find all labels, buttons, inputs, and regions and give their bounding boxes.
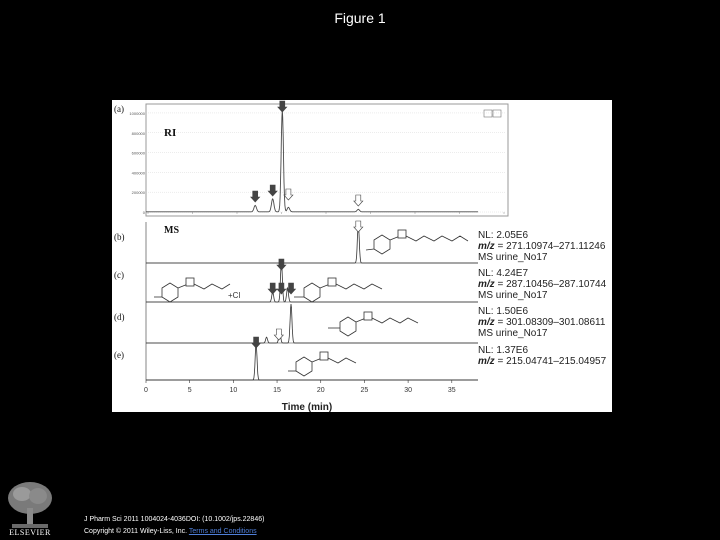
mz-range-value: = 301.08309–301.08611 bbox=[494, 317, 606, 328]
nl-value: NL: 1.50E6 bbox=[478, 306, 529, 317]
peak-arrow-icon bbox=[354, 221, 363, 232]
ri-y-tick-label: 0 bbox=[142, 210, 145, 215]
terms-link[interactable]: Terms and Conditions bbox=[188, 528, 257, 535]
nl-value: NL: 2.05E6 bbox=[478, 230, 529, 241]
ri-panel-frame bbox=[146, 104, 508, 216]
structure-e bbox=[288, 352, 356, 376]
window-control-icon bbox=[484, 110, 492, 117]
ri-y-tick-label: 800000 bbox=[131, 130, 145, 136]
window-control-icon bbox=[493, 110, 501, 117]
ri-y-tick-label: 200000 bbox=[131, 190, 145, 196]
copyright: Copyright © 2011 Wiley-Liss, Inc. bbox=[84, 528, 189, 535]
mz-range bbox=[478, 356, 607, 367]
x-tick-label: 35 bbox=[447, 387, 456, 394]
chromatogram-figure bbox=[112, 100, 612, 412]
footer bbox=[84, 514, 264, 538]
x-axis-label: Time (min) bbox=[281, 402, 333, 412]
mz-range bbox=[478, 279, 607, 290]
mz-range bbox=[478, 317, 606, 328]
x-tick-label: 0 bbox=[144, 387, 148, 394]
citation: J Pharm Sci 2011 1004024-4036DOI: (10.1002/jps.22846) bbox=[84, 516, 265, 523]
x-tick-label: 10 bbox=[229, 387, 238, 394]
peak-arrow-icon bbox=[277, 259, 286, 270]
ri-y-tick-label: 400000 bbox=[131, 170, 145, 176]
mz-range-value: = 287.10456–287.10744 bbox=[494, 279, 607, 290]
x-tick-label: 5 bbox=[187, 387, 192, 394]
panel-label-b: (b) bbox=[114, 232, 125, 242]
peak-arrow-icon bbox=[277, 283, 286, 294]
mz-prefix: m/z bbox=[478, 279, 495, 290]
ms-traces bbox=[146, 222, 478, 380]
mz-range-value: = 271.10974–271.11246 bbox=[494, 241, 606, 252]
chromatogram-svg bbox=[112, 100, 612, 412]
ms-source: MS urine_No17 bbox=[478, 328, 548, 339]
ri-y-ticks bbox=[129, 111, 145, 215]
x-tick-label: 15 bbox=[273, 387, 281, 394]
mz-range bbox=[478, 241, 606, 252]
x-tick-label: 25 bbox=[360, 387, 369, 394]
panel-label-d: (d) bbox=[114, 312, 125, 322]
ri-y-tick-label: 1000000 bbox=[129, 110, 145, 116]
peak-arrow-icon bbox=[252, 337, 261, 348]
mz-prefix: m/z bbox=[478, 317, 495, 328]
structure-c bbox=[154, 278, 382, 302]
mz-prefix: m/z bbox=[478, 356, 495, 367]
ms-label: MS bbox=[164, 225, 179, 236]
copyright-line bbox=[84, 526, 264, 538]
peak-arrow-icon bbox=[268, 283, 277, 294]
x-tick-label: 30 bbox=[404, 387, 413, 394]
ms-trace bbox=[146, 304, 478, 343]
page-title: Figure 1 bbox=[334, 10, 386, 26]
panel-label-c: (c) bbox=[114, 270, 124, 280]
structure-d bbox=[328, 312, 418, 336]
ms-annotations bbox=[478, 230, 607, 367]
x-tick-label: 20 bbox=[316, 387, 325, 394]
ms-source: MS urine_No17 bbox=[478, 252, 548, 263]
svg-text:+Cl: +Cl bbox=[228, 291, 241, 300]
ms-trace bbox=[146, 224, 478, 263]
ms-source: MS urine_No17 bbox=[478, 290, 548, 301]
nl-value: NL: 4.24E7 bbox=[478, 268, 529, 279]
panel-label-e: (e) bbox=[114, 350, 124, 360]
mz-prefix: m/z bbox=[478, 241, 495, 252]
ri-label: RI bbox=[164, 127, 177, 139]
peak-arrow-icon bbox=[274, 329, 283, 340]
elsevier-wordmark: ELSEVIER bbox=[9, 528, 51, 537]
ri-y-tick-label: 600000 bbox=[131, 150, 145, 156]
mz-range-value: = 215.04741–215.04957 bbox=[494, 356, 607, 367]
panel-label-a: (a) bbox=[114, 104, 124, 114]
structure-b bbox=[366, 230, 468, 254]
ms-trace bbox=[146, 262, 478, 302]
nl-value: NL: 1.37E6 bbox=[478, 345, 529, 356]
x-axis-ticks bbox=[144, 380, 456, 394]
